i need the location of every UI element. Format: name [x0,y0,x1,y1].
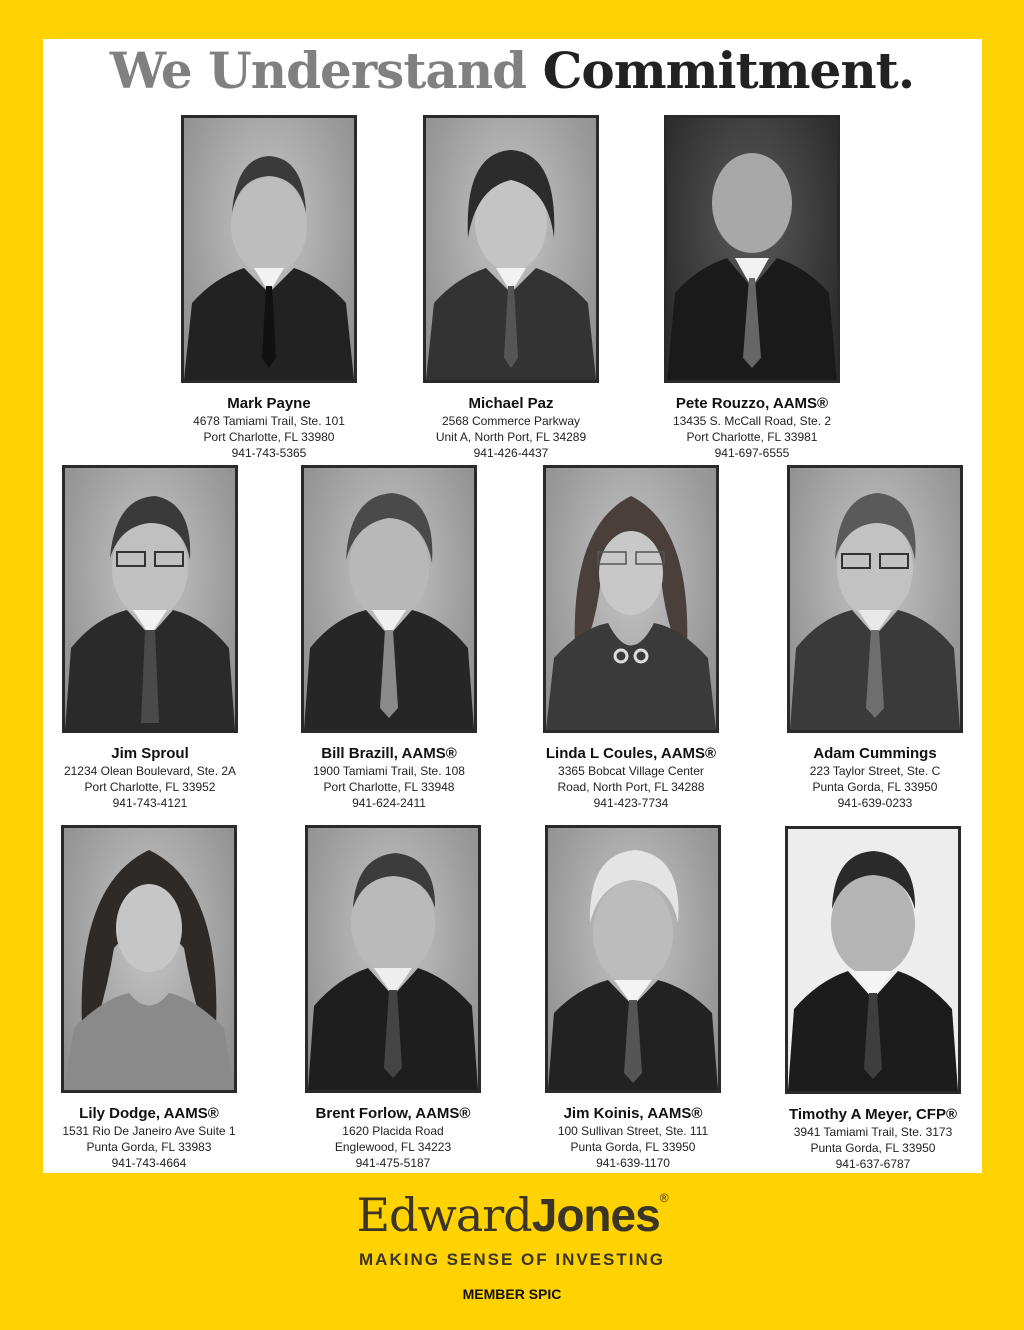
advisor-name: Linda L Coules, AAMS® [545,745,717,762]
advisor-name: Michael Paz [468,395,554,412]
headline [0,41,1024,100]
advisor-address-2: Punta Gorda, FL 33950 [570,1140,696,1154]
advisor-address-1: 100 Sullivan Street, Ste. 111 [557,1124,709,1138]
advisor-name: Timothy A Meyer, CFP® [788,1106,958,1123]
advisor-name: Mark Payne [227,395,311,412]
advisor-photo [305,825,481,1093]
advisor-address-1: 2568 Commerce Parkway [441,414,581,428]
advisor-phone: 941-423-7734 [593,796,669,810]
advisor-phone: 941-743-4121 [112,796,188,810]
advisor-address-2: Punta Gorda, FL 33983 [86,1140,212,1154]
advisor-photo [181,115,357,383]
advisor-address-1: 3941 Tamiami Trail, Ste. 3173 [793,1125,953,1139]
advisor-address-2: Road, North Port, FL 34288 [557,780,705,794]
advisor-address-2: Punta Gorda, FL 33950 [810,1141,936,1155]
advisor-name: Brent Forlow, AAMS® [315,1105,471,1122]
advisor-photo [785,826,961,1094]
advisor-card [543,465,719,811]
advisor-address-2: Port Charlotte, FL 33980 [203,430,335,444]
advisor-photo [62,465,238,733]
advisor-address-2: Englewood, FL 34223 [334,1140,452,1154]
advisor-address-2: Port Charlotte, FL 33981 [686,430,818,444]
advisor-photo [61,825,237,1093]
advisor-phone: 941-637-6787 [835,1157,911,1171]
advisor-card [301,465,477,811]
advisor-address-2: Punta Gorda, FL 33950 [812,780,938,794]
advisor-phone: 941-743-5365 [231,446,307,460]
advisor-name: Lily Dodge, AAMS® [79,1105,219,1122]
advisor-address-1: 1620 Placida Road [342,1124,444,1138]
advisor-card [545,825,721,1171]
advisor-phone: 941-475-5187 [355,1156,431,1170]
advisor-phone: 941-639-1170 [596,1156,670,1170]
advisor-address-1: 3365 Bobcat Village Center [558,764,704,778]
advisor-card [787,465,963,811]
advisor-photo [545,825,721,1093]
advisor-name: Pete Rouzzo, AAMS® [675,395,829,412]
advisor-card [785,826,961,1172]
edward-jones-logo [0,1188,1024,1242]
advisor-card [305,825,481,1171]
logo-jones: Jones [531,1189,660,1241]
advisor-address-2: Port Charlotte, FL 33948 [323,780,455,794]
logo-edward: Edward [356,1188,532,1242]
edward-jones-logo-block [0,1188,1024,1302]
advisor-photo [787,465,963,733]
advisor-photo [301,465,477,733]
advisor-address-2: Unit A, North Port, FL 34289 [435,430,587,444]
advisor-name: Jim Sproul [111,745,189,762]
advisor-name: Adam Cummings [813,745,937,762]
advisor-phone: 941-743-4664 [111,1156,187,1170]
advisor-card [62,465,238,811]
headline-part2: Commitment. [542,41,915,100]
advisor-address-1: 4678 Tamiami Trail, Ste. 101 [193,414,345,428]
advisor-phone: 941-426-4437 [473,446,549,460]
advisor-phone: 941-624-2411 [352,796,426,810]
tagline: MAKING SENSE OF INVESTING [359,1250,665,1269]
logo-registered: ® [659,1191,668,1205]
advisor-phone: 941-697-6555 [714,446,790,460]
advisor-address-1: 1531 Rio De Janeiro Ave Suite 1 [62,1124,236,1138]
advisor-phone: 941-639-0233 [837,796,913,810]
headline-part1: We Understand [109,41,527,100]
advisor-photo [423,115,599,383]
advisor-address-1: 13435 S. McCall Road, Ste. 2 [672,414,832,428]
advisor-card [181,115,357,461]
advisor-photo [543,465,719,733]
advisor-name: Jim Koinis, AAMS® [563,1105,703,1122]
advisor-address-2: Port Charlotte, FL 33952 [84,780,216,794]
advisor-card [423,115,599,461]
advisor-address-1: 223 Taylor Street, Ste. C [809,764,941,778]
advisor-address-1: 21234 Olean Boulevard, Ste. 2A [63,764,237,778]
member-spic: MEMBER SPIC [462,1286,562,1302]
advisor-address-1: 1900 Tamiami Trail, Ste. 108 [313,764,465,778]
advisor-name: Bill Brazill, AAMS® [321,745,457,762]
advisor-card [61,825,237,1171]
advisor-card [664,115,840,461]
advisor-photo [664,115,840,383]
